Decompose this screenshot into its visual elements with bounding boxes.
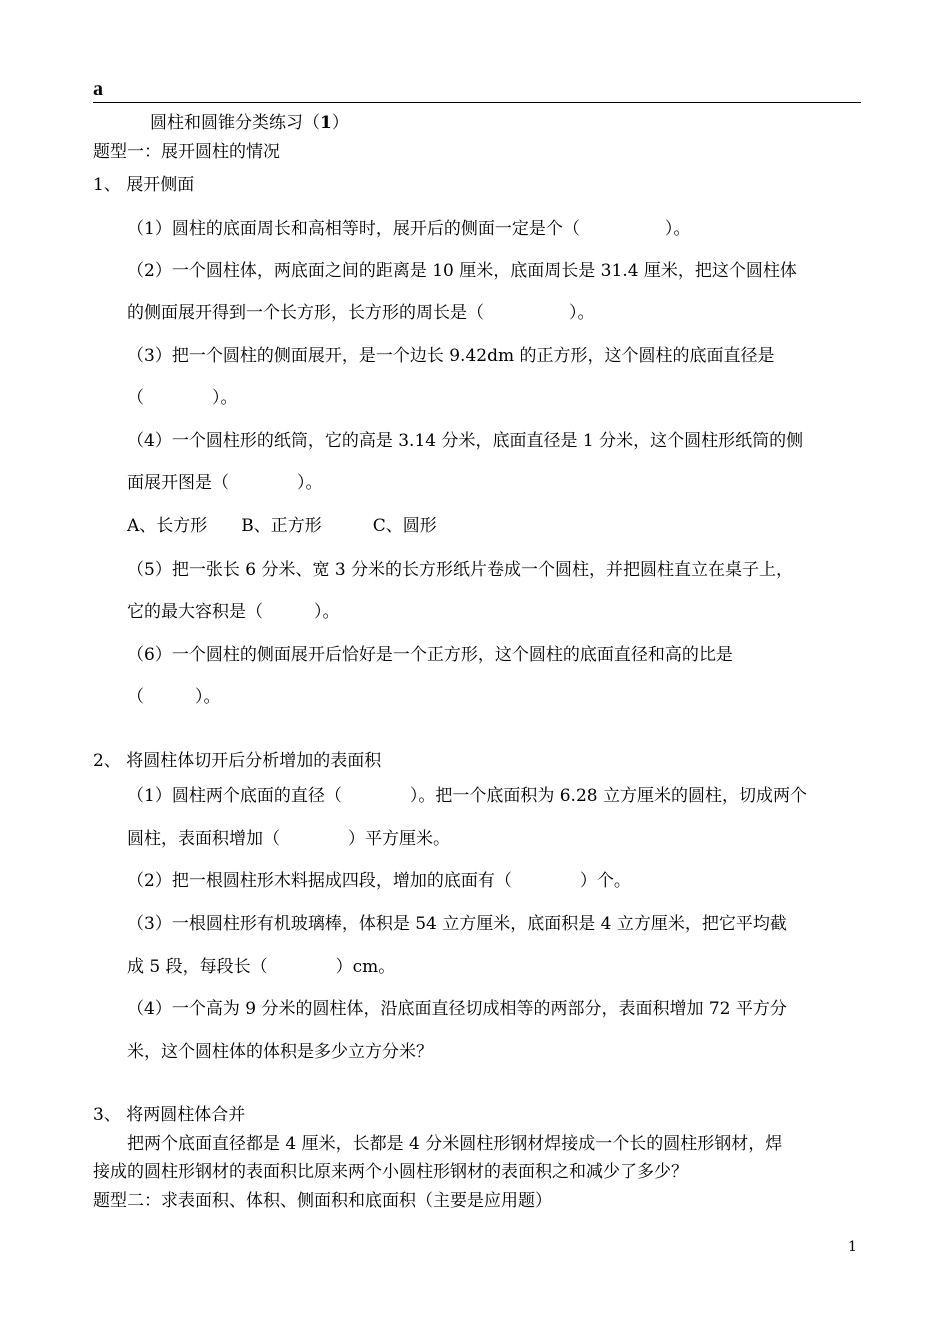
s1-q4-options: A、长方形 B、正方形 C、圆形 — [127, 516, 437, 536]
type1-heading: 题型一：展开圆柱的情况 — [93, 142, 280, 162]
s1-q6-line2: （ ）。 — [127, 687, 221, 707]
s1-q2-line2: 的侧面展开得到一个长方形，长方形的周长是（ ）。 — [127, 303, 595, 323]
s3-body-line2: 接成的圆柱形钢材的表面积比原来两个小圆柱形钢材的表面积之和减少了多少？ — [93, 1162, 688, 1182]
s1-q3-line1: （3）把一个圆柱的侧面展开，是一个边长 9.42dm 的正方形，这个圆柱的底面直径是 — [127, 346, 775, 366]
section2-heading: 2、 将圆柱体切开后分析增加的表面积 — [93, 751, 382, 771]
header-rule — [93, 102, 861, 103]
s2-q1-line1: （1）圆柱两个底面的直径（ ）。把一个底面积为 6.28 立方厘米的圆柱，切成两个 — [127, 786, 807, 806]
s2-q3-line1: （3）一根圆柱形有机玻璃棒，体积是 54 立方厘米，底面积是 4 立方厘米，把它平均截 — [127, 914, 787, 934]
s1-q4-line2: 面展开图是（ ）。 — [127, 473, 323, 493]
page-number: 1 — [848, 1239, 857, 1255]
worksheet-title: 圆柱和圆锥分类练习（1） — [150, 113, 349, 133]
s2-q4-line2: 米，这个圆柱体的体积是多少立方分米？ — [127, 1042, 433, 1062]
s2-q2: （2）把一根圆柱形木料据成四段，增加的底面有（ ）个。 — [127, 871, 631, 891]
s1-q1: （1）圆柱的底面周长和高相等时，展开后的侧面一定是个（ ）。 — [127, 219, 691, 239]
s1-q4-line1: （4）一个圆柱形的纸筒，它的高是 3.14 分米，底面直径是 1 分米，这个圆柱形纸筒的侧 — [127, 431, 804, 451]
section1-heading: 1、 展开侧面 — [93, 175, 195, 195]
section3-heading: 3、 将两圆柱体合并 — [93, 1105, 246, 1125]
s1-q5-line2: 它的最大容积是（ ）。 — [127, 602, 340, 622]
s1-q6-line1: （6）一个圆柱的侧面展开后恰好是一个正方形，这个圆柱的底面直径和高的比是 — [127, 645, 733, 665]
s3-body-line1: 把两个底面直径都是 4 厘米，长都是 4 分米圆柱形钢材焊接成一个长的圆柱形钢材，焊 — [127, 1134, 783, 1154]
type2-heading: 题型二：求表面积、体积、侧面积和底面积（主要是应用题） — [93, 1191, 552, 1211]
s2-q4-line1: （4）一个高为 9 分米的圆柱体，沿底面直径切成相等的两部分，表面积增加 72 平方分 — [127, 999, 787, 1019]
s2-q3-line2: 成 5 段，每段长（ ）cm。 — [127, 957, 396, 977]
s1-q5-line1: （5）把一张长 6 分米、宽 3 分米的长方形纸片卷成一个圆柱，并把圆柱直立在桌子上， — [127, 560, 794, 580]
title-number: 1 — [320, 113, 332, 133]
s1-q3-line2: （ ）。 — [127, 388, 238, 408]
s2-q1-line2: 圆柱，表面积增加（ ）平方厘米。 — [127, 829, 450, 849]
s1-q2-line1: （2）一个圆柱体，两底面之间的距离是 10 厘米，底面周长是 31.4 厘米，把这个圆柱体 — [127, 261, 797, 281]
header-mark: a — [93, 78, 103, 100]
